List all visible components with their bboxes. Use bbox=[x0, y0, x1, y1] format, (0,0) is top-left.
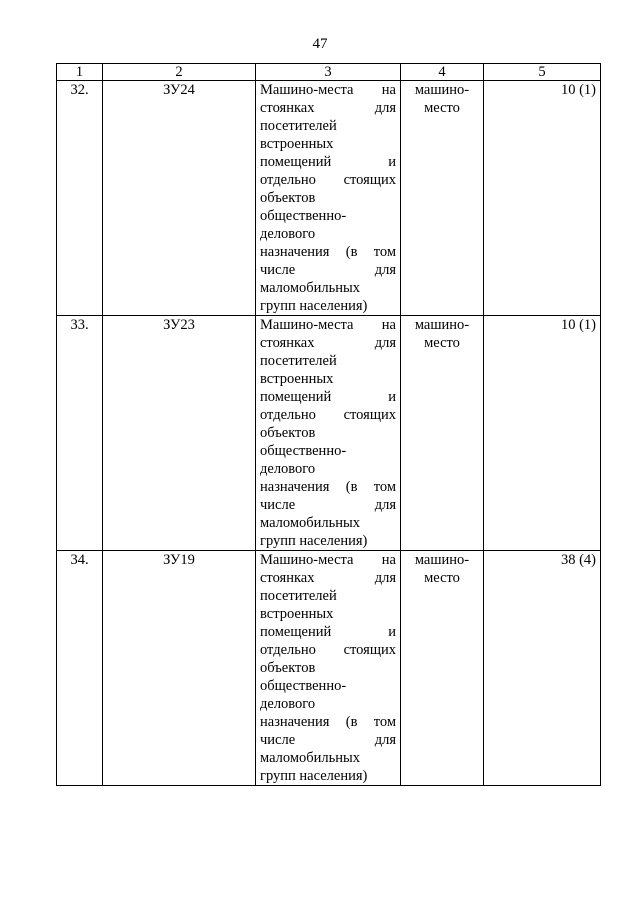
description-line: числе для bbox=[260, 262, 396, 278]
value-cell: 10 (1) bbox=[484, 81, 601, 316]
description-line: групп населения) bbox=[260, 533, 368, 549]
unit-label: машино- место bbox=[414, 82, 470, 116]
description-line: встроенных bbox=[260, 371, 334, 387]
description-line: встроенных bbox=[260, 606, 334, 622]
table-row bbox=[57, 81, 601, 316]
column-header-5: 5 bbox=[484, 64, 601, 81]
description-line: маломобильных bbox=[260, 280, 361, 296]
description-line: назначения (в том bbox=[260, 479, 396, 495]
description-line: делового bbox=[260, 461, 316, 477]
description-line: встроенных bbox=[260, 136, 334, 152]
description-line: маломобильных bbox=[260, 750, 361, 766]
description-line: стоянках для bbox=[260, 570, 396, 586]
description-line: посетителей bbox=[260, 353, 337, 369]
parcel-code: ЗУ19 bbox=[103, 551, 256, 786]
column-header-4: 4 bbox=[401, 64, 484, 81]
table-header-row bbox=[57, 64, 601, 81]
description-line: посетителей bbox=[260, 118, 337, 134]
description-line: групп населения) bbox=[260, 298, 368, 314]
data-table bbox=[56, 63, 601, 786]
column-header-2: 2 bbox=[103, 64, 256, 81]
description-line: делового bbox=[260, 226, 316, 242]
parcel-code: ЗУ23 bbox=[103, 316, 256, 551]
table-row bbox=[57, 551, 601, 786]
description-line: назначения (в том bbox=[260, 714, 396, 730]
column-header-1: 1 bbox=[57, 64, 103, 81]
unit-label: машино- место bbox=[414, 552, 470, 586]
description-line: Машино-места на bbox=[260, 552, 396, 568]
description-line: отдельно стоящих bbox=[260, 642, 396, 658]
description-line: групп населения) bbox=[260, 768, 368, 784]
description-line: объектов bbox=[260, 190, 316, 206]
description-line: помещений и bbox=[260, 154, 396, 170]
description-line: общественно- bbox=[260, 443, 347, 459]
page-number: 47 bbox=[312, 36, 328, 52]
description-line: помещений и bbox=[260, 624, 396, 640]
description-line: делового bbox=[260, 696, 316, 712]
description-line: общественно- bbox=[260, 208, 347, 224]
value-cell: 38 (4) bbox=[484, 551, 601, 786]
description-line: Машино-места на bbox=[260, 82, 396, 98]
description-cell bbox=[256, 551, 401, 786]
description-line: назначения (в том bbox=[260, 244, 396, 260]
unit-cell bbox=[401, 551, 484, 786]
row-number: 33. bbox=[57, 316, 103, 551]
description-line: отдельно стоящих bbox=[260, 407, 396, 423]
description-line: помещений и bbox=[260, 389, 396, 405]
parcel-code: ЗУ24 bbox=[103, 81, 256, 316]
description-line: числе для bbox=[260, 732, 396, 748]
table-row bbox=[57, 316, 601, 551]
unit-cell bbox=[401, 316, 484, 551]
unit-cell bbox=[401, 81, 484, 316]
value-cell: 10 (1) bbox=[484, 316, 601, 551]
description-cell bbox=[256, 316, 401, 551]
description-line: посетителей bbox=[260, 588, 337, 604]
description-line: стоянках для bbox=[260, 100, 396, 116]
column-header-3: 3 bbox=[256, 64, 401, 81]
description-line: отдельно стоящих bbox=[260, 172, 396, 188]
description-line: Машино-места на bbox=[260, 317, 396, 333]
row-number: 34. bbox=[57, 551, 103, 786]
row-number: 32. bbox=[57, 81, 103, 316]
description-line: объектов bbox=[260, 660, 316, 676]
description-line: числе для bbox=[260, 497, 396, 513]
description-line: объектов bbox=[260, 425, 316, 441]
description-line: маломобильных bbox=[260, 515, 361, 531]
description-cell bbox=[256, 81, 401, 316]
unit-label: машино- место bbox=[414, 317, 470, 351]
description-line: стоянках для bbox=[260, 335, 396, 351]
description-line: общественно- bbox=[260, 678, 347, 694]
